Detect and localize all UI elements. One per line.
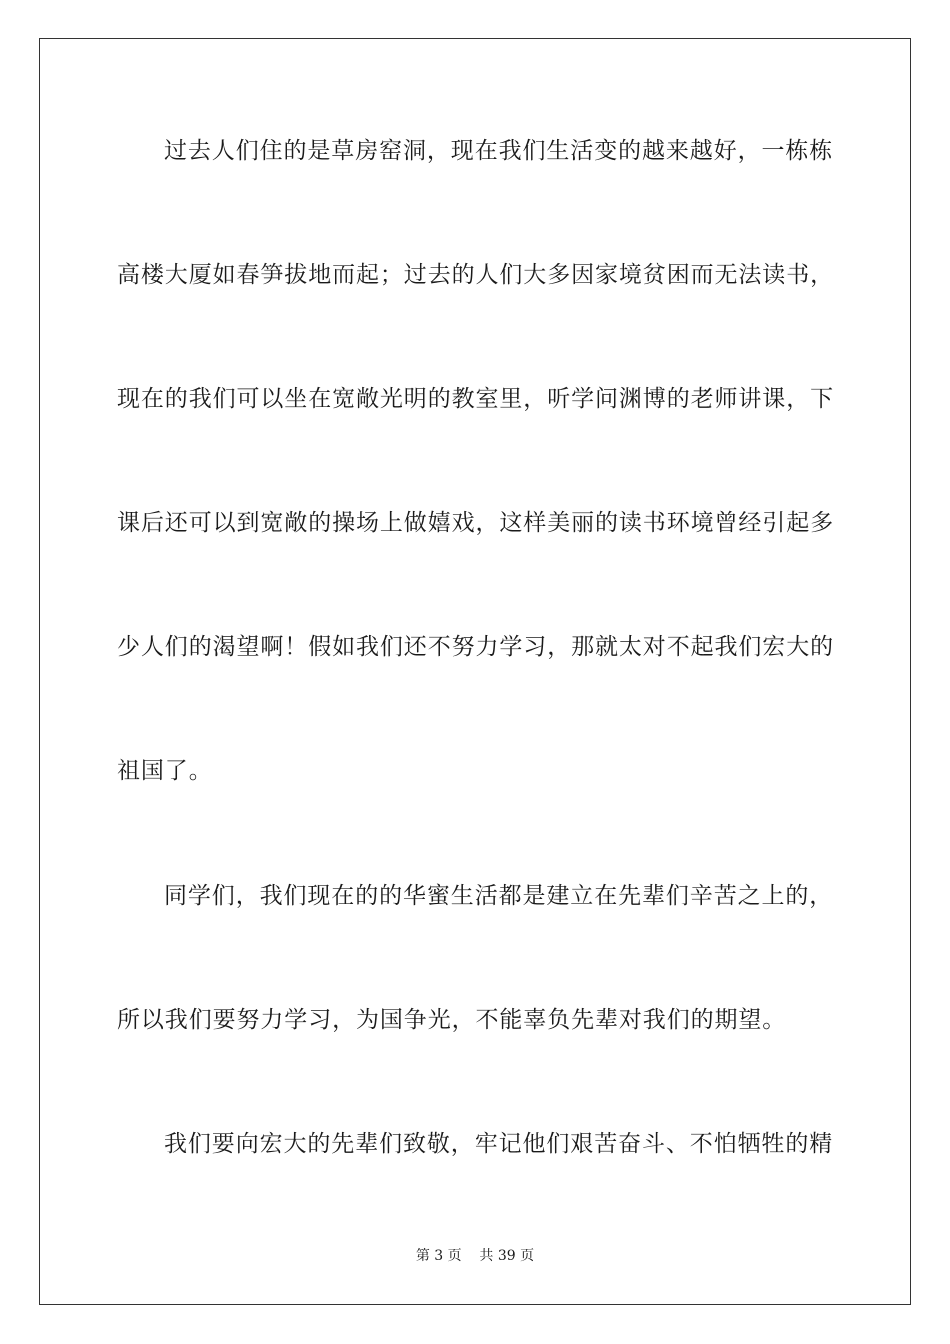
text-line: 祖国了。 — [117, 758, 213, 784]
text-line: 所以我们要努力学习，为国争光，不能辜负先辈对我们的期望。 — [117, 1007, 787, 1033]
text-line: 课后还可以到宽敞的操场上做嬉戏，这样美丽的读书环境曾经引起多 — [117, 510, 834, 536]
text-line: 同学们，我们现在的的华蜜生活都是建立在先辈们辛苦之上的， — [164, 883, 834, 909]
text-line: 过去人们住的是草房窑洞，现在我们生活变的越来越好，一栋栋 — [164, 138, 834, 164]
text-line: 我们要向宏大的先辈们致敬，牢记他们艰苦奋斗、不怕牺牲的精 — [164, 1131, 834, 1157]
page-border — [39, 38, 911, 1305]
page-number-footer: 第 3 页 共 39 页 — [415, 1248, 535, 1264]
text-line: 少人们的渴望啊！假如我们还不努力学习，那就太对不起我们宏大的 — [117, 634, 834, 660]
text-line: 高楼大厦如春笋拔地而起；过去的人们大多因家境贫困而无法读书， — [117, 262, 834, 288]
text-line: 现在的我们可以坐在宽敞光明的教室里，听学问渊博的老师讲课，下 — [117, 386, 834, 412]
